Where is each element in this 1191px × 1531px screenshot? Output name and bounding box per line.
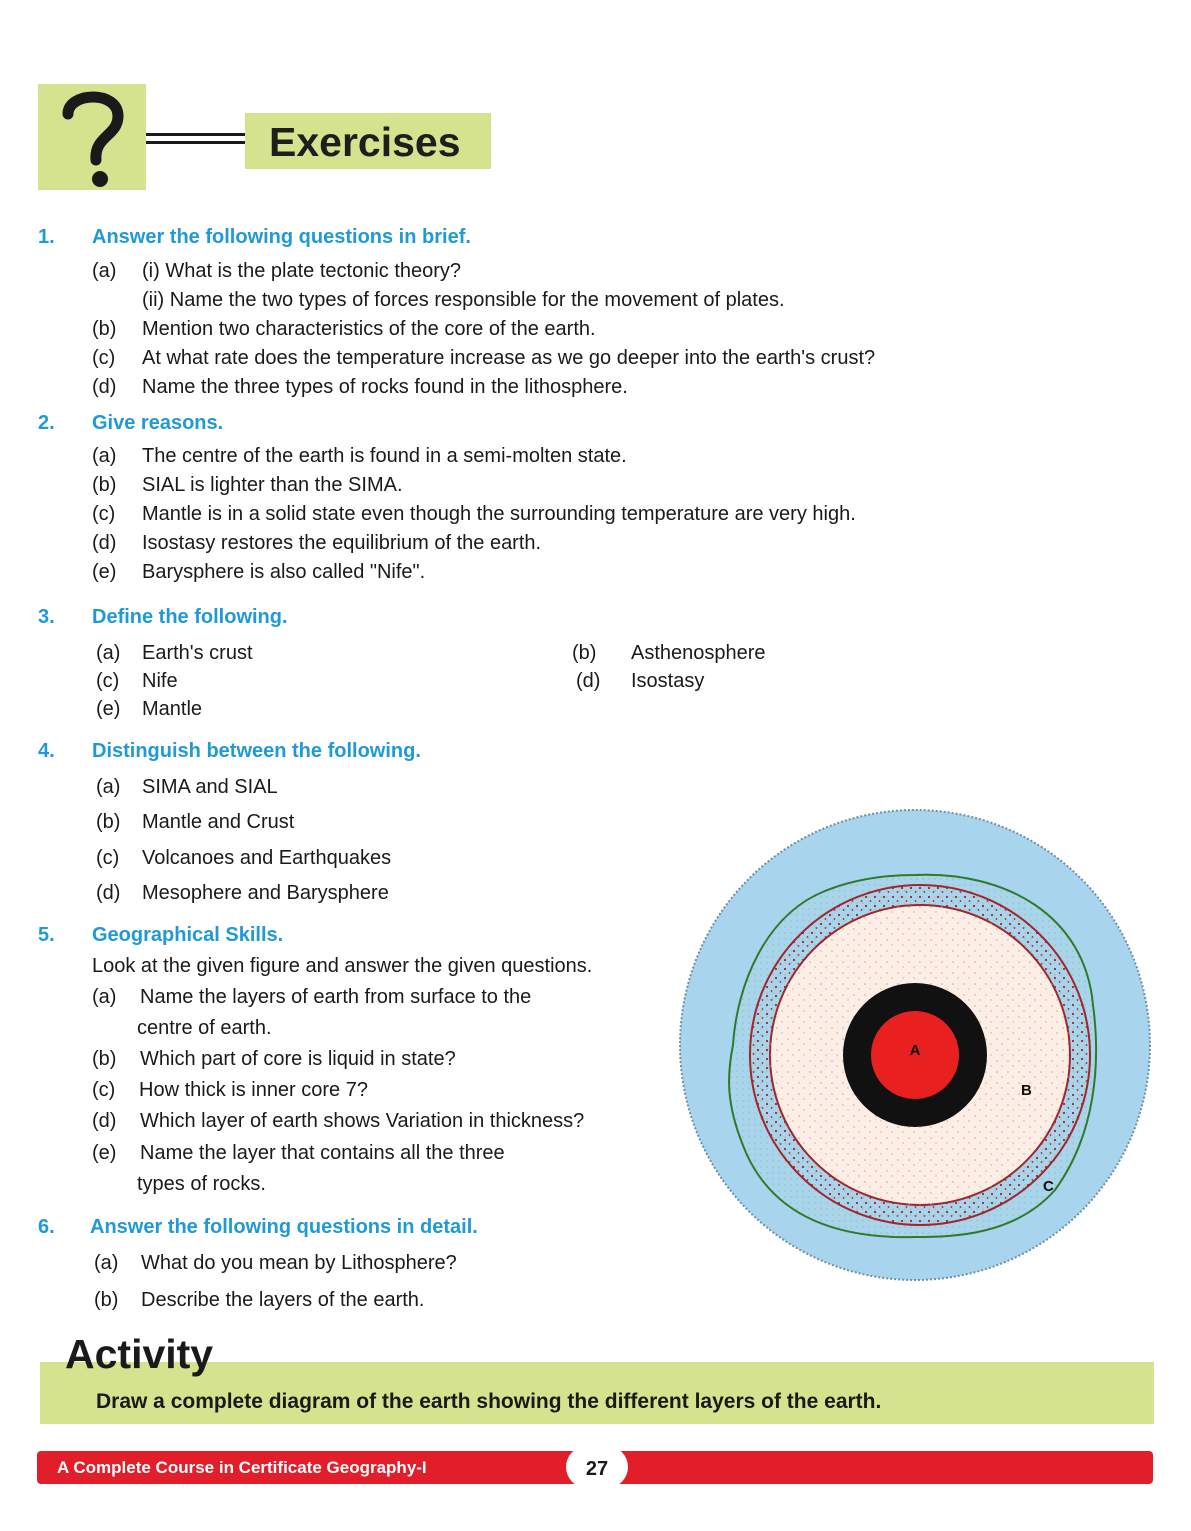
section-number: 2.	[38, 412, 55, 434]
section-heading: Geographical Skills.	[92, 924, 284, 946]
list-item: Which layer of earth shows Variation in thickness?	[140, 1110, 585, 1132]
list-item: Nife	[142, 670, 178, 692]
item-label: (c)	[92, 503, 116, 525]
list-item: Volcanoes and Earthquakes	[142, 847, 392, 869]
item-label: (b)	[572, 642, 597, 664]
list-item: Barysphere is also called "Nife".	[142, 561, 426, 583]
item-label: (a)	[94, 1252, 119, 1274]
label-a: A	[909, 1042, 921, 1059]
item-label: (d)	[92, 376, 117, 398]
section-number: 6.	[38, 1216, 55, 1238]
section-heading: Answer the following questions in brief.	[92, 226, 471, 248]
item-label: (a)	[96, 642, 121, 664]
item-label: (e)	[96, 698, 121, 720]
list-item: SIAL is lighter than the SIMA.	[142, 474, 403, 496]
list-item: Mention two characteristics of the core of the earth.	[142, 318, 596, 340]
title-divider	[146, 133, 246, 149]
item-label: (d)	[92, 1110, 117, 1132]
item-label: (b)	[92, 474, 117, 496]
list-item: At what rate does the temperature increase as we go deeper into the earth's crust?	[142, 347, 876, 369]
page-number: 27	[585, 1458, 609, 1480]
item-label: (c)	[96, 670, 120, 692]
question-mark-icon	[38, 84, 146, 190]
item-label: (c)	[96, 847, 120, 869]
item-label: (e)	[92, 1142, 117, 1164]
section-number: 1.	[38, 226, 55, 248]
list-item: Mesophere and Barysphere	[142, 882, 389, 904]
item-label: (b)	[92, 318, 117, 340]
list-item: The centre of the earth is found in a semi-molten state.	[142, 445, 627, 467]
activity-title: Activity	[65, 1331, 214, 1377]
item-label: (d)	[576, 670, 601, 692]
section-heading: Define the following.	[92, 606, 288, 628]
title-box	[245, 113, 491, 169]
item-label: (c)	[92, 347, 116, 369]
list-item: Name the layers of earth from surface to the	[140, 986, 532, 1008]
label-b: B	[1021, 1082, 1032, 1099]
item-label: (b)	[96, 811, 121, 833]
list-item: How thick is inner core 7?	[139, 1079, 368, 1101]
earth-layers-diagram	[675, 805, 1155, 1295]
section-intro: Look at the given figure and answer the given questions.	[92, 955, 593, 977]
item-label: (e)	[92, 561, 117, 583]
item-label: (b)	[92, 1048, 117, 1070]
list-item: types of rocks.	[137, 1173, 266, 1195]
item-label: (a)	[92, 260, 117, 282]
list-item: What do you mean by Lithosphere?	[141, 1252, 457, 1274]
list-item: centre of earth.	[137, 1017, 272, 1039]
label-c: C	[1043, 1178, 1054, 1195]
item-label: (d)	[92, 532, 117, 554]
footer-book-title: A Complete Course in Certificate Geography-I	[57, 1458, 427, 1477]
list-item: Isostasy restores the equilibrium of the earth.	[142, 532, 542, 554]
item-label: (b)	[94, 1289, 119, 1311]
item-label: (c)	[92, 1079, 116, 1101]
section-heading: Give reasons.	[92, 412, 224, 434]
list-item: Mantle and Crust	[142, 811, 295, 833]
list-item: Name the layer that contains all the three	[140, 1142, 505, 1164]
list-item: Earth's crust	[142, 642, 253, 664]
section-heading: Distinguish between the following.	[92, 740, 421, 762]
list-item: (i) What is the plate tectonic theory?	[142, 260, 462, 282]
list-item: SIMA and SIAL	[142, 776, 278, 798]
list-item: Describe the layers of the earth.	[141, 1289, 425, 1311]
section-number: 3.	[38, 606, 55, 628]
page-title: Exercises	[269, 119, 461, 165]
section-heading: Answer the following questions in detail.	[90, 1216, 478, 1238]
list-item: (ii) Name the two types of forces responsible for the movement of plates.	[142, 289, 785, 311]
list-item: Asthenosphere	[631, 642, 766, 664]
list-item: Mantle	[142, 698, 203, 720]
activity-text: Draw a complete diagram of the earth showing the different layers of the earth.	[96, 1390, 882, 1413]
item-label: (a)	[92, 986, 117, 1008]
item-label: (a)	[92, 445, 117, 467]
list-item: Isostasy	[631, 670, 705, 692]
item-label: (a)	[96, 776, 121, 798]
list-item: Mantle is in a solid state even though the surrounding temperature are very high.	[142, 503, 856, 525]
list-item: Name the three types of rocks found in the lithosphere.	[142, 376, 628, 398]
section-number: 5.	[38, 924, 55, 946]
list-item: Which part of core is liquid in state?	[140, 1048, 456, 1070]
section-number: 4.	[38, 740, 55, 762]
item-label: (d)	[96, 882, 121, 904]
